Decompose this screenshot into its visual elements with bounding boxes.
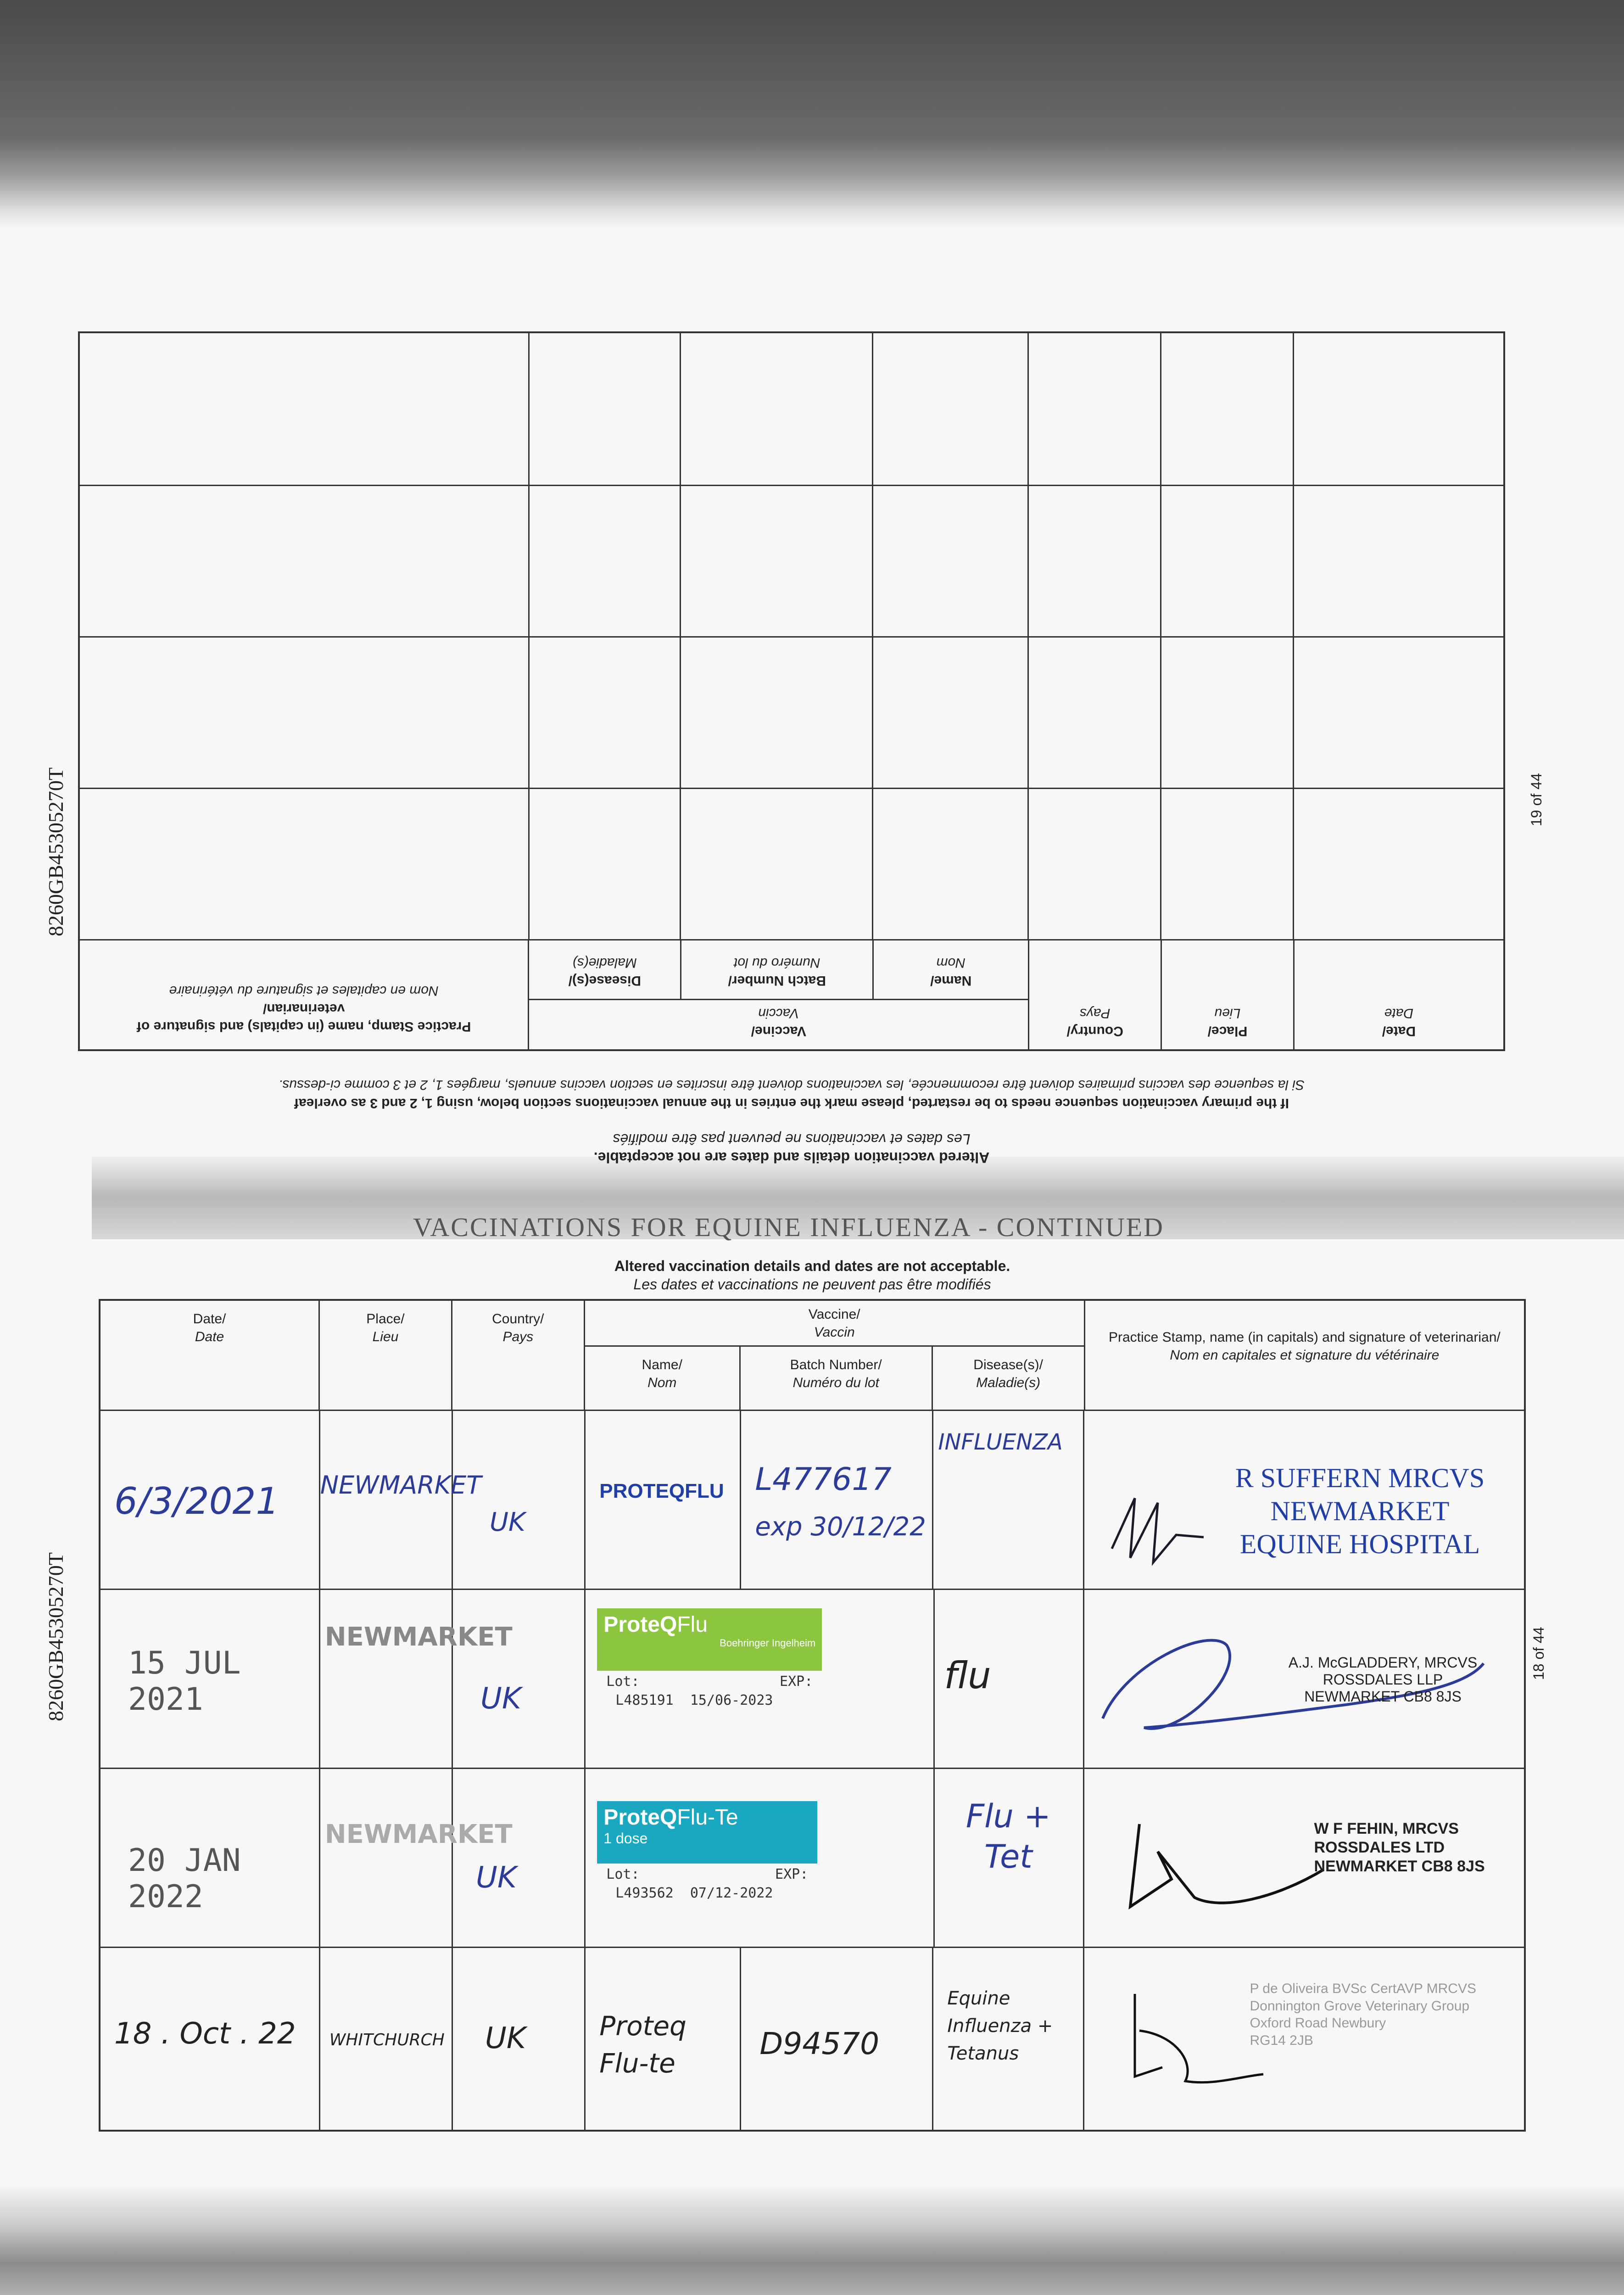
header-place: Place/ Lieu [1161, 940, 1293, 1049]
entry-disease: Equine Influenza + Tetanus [933, 1948, 1084, 2130]
entry-batch: D94570 [741, 1948, 933, 2130]
upper-vaccination-table [78, 331, 1505, 1051]
table-row [100, 1948, 1524, 2130]
table-row [80, 636, 1503, 788]
header-place: Place/ Lieu [320, 1301, 452, 1410]
entry-country: UK [453, 1948, 586, 2130]
entry-country: UK [453, 1769, 586, 1947]
header-batch: Batch Number/ Numéro du lot [680, 939, 872, 999]
header-name: Name/ Nom [585, 1347, 741, 1411]
entry-vaccine-sticker [586, 1769, 933, 1947]
entry-vaccine-name: Proteq Flu-te [586, 1948, 741, 2130]
entry-vaccine-sticker [586, 1590, 933, 1768]
vet-signature-icon [1103, 1480, 1208, 1572]
entry-country: UK [453, 1411, 586, 1589]
page-18 [92, 1212, 1533, 2157]
header-stamp: Practice Stamp, name (in capitals) and signature of veterinarian/ Nom en capitales et signature du vétérinaire [1108, 1330, 1501, 1363]
table-header [80, 939, 1503, 1049]
table-row [100, 1590, 1524, 1769]
entry-place: NEWMARKET [320, 1769, 453, 1947]
entry-vet-stamp [1084, 1769, 1524, 1947]
header-stamp: Practice Stamp, name (in capitals) and signature of veterinarian/ Nom en capitales et signature du vétérinaire [136, 983, 471, 1034]
entry-date: 6/3/2021 [100, 1411, 320, 1589]
vet-signature-icon [1121, 1976, 1268, 2104]
proteq-flu-te-sticker: ProteQFlu-Te 1 dose Lot: EXP: L493562 07/12-2022 [597, 1801, 817, 1904]
entry-disease: Flu + Tet [933, 1769, 1084, 1947]
notice-bold: Altered vaccination details and dates are not acceptable. [614, 1258, 1010, 1274]
scanner-shadow-bottom [0, 2185, 1624, 2295]
restart-notice-fr: Si la sequence des vaccins primaires doivent être recommencée, les vaccinations doivent être inscrites en section vaccins annuels, margées 1, 2 et 3 comme ci-dessus. [278, 1077, 1305, 1092]
entry-vet-stamp [1084, 1590, 1524, 1768]
entry-date: 18 . Oct . 22 [100, 1948, 320, 2130]
header-disease: Disease(s)/ Maladie(s) [568, 955, 642, 988]
header-name: Name/ Nom [872, 939, 1028, 999]
scanner-shadow-top [0, 0, 1624, 230]
notice-fr: Les dates et vaccinations ne peuvent pas être modifiés [613, 1131, 971, 1148]
header-country: Country/ Pays [1028, 940, 1161, 1049]
entry-date: 20 JAN 2022 [100, 1769, 320, 1947]
vet-stamp: W F FEHIN, MRCVS ROSSDALES LTD NEWMARKET CB8 8JS [1314, 1820, 1485, 1875]
entry-vaccine-name: PROTEQFLU [586, 1411, 741, 1589]
passport-id-upper: 8260GB45305270T [44, 767, 67, 936]
vet-stamp: A.J. McGLADDERY, MRCVS ROSSDALES LLP NEWMARKET CB8 8JS [1288, 1654, 1478, 1705]
table-header [100, 1301, 1524, 1411]
header-date: Date/ Date [1293, 940, 1503, 1049]
entry-vet-stamp [1084, 1411, 1524, 1589]
vet-signature-icon [1112, 1806, 1332, 1925]
proteq-flu-sticker: ProteQFlu Boehringer Ingelheim Lot: EXP: L485191 15/06-2023 [597, 1608, 822, 1711]
vaccination-table [99, 1299, 1526, 2132]
passport-id-lower: 8260GB45305270T [44, 1552, 67, 1721]
header-country: Country/ Pays [452, 1301, 585, 1410]
table-row [80, 333, 1503, 485]
page-number-18: 18 of 44 [1530, 1627, 1547, 1680]
entry-place: WHITCHURCH [320, 1948, 453, 2130]
header-vaccine: Vaccine/ Vaccin Name/ Nom Batch Number/ Numéro du lot Disease(s)/ Maladie(s) [585, 1301, 1085, 1410]
table-row [80, 485, 1503, 636]
notice-bold: Altered vaccination details and dates are not acceptable. [593, 1149, 990, 1166]
entry-batch: L477617 exp 30/12/22 [741, 1411, 933, 1589]
table-row [100, 1769, 1524, 1948]
entry-vet-stamp [1084, 1948, 1524, 2130]
entry-place: NEWMARKET [320, 1590, 453, 1768]
table-row [100, 1411, 1524, 1590]
entry-country: UK [453, 1590, 586, 1768]
header-disease: Disease(s)/ Maladie(s) [973, 1357, 1043, 1390]
entry-place: NEWMARKET [320, 1411, 453, 1589]
vet-stamp: R SUFFERN MRCVS NEWMARKET EQUINE HOSPITAL [1235, 1463, 1485, 1559]
entry-disease: INFLUENZA [933, 1411, 1084, 1589]
running-head: VACCINATIONS FOR EQUINE INFLUENZA - CONTINUED [413, 1212, 1165, 1242]
page-19 [78, 294, 1505, 1166]
entry-disease: flu [933, 1590, 1084, 1768]
table-row [80, 788, 1503, 939]
header-vaccine: Vaccine/ Vaccin Name/ Nom Batch Number/ Numéro du lot Disease(s)/ Maladie(s) [528, 940, 1028, 1049]
header-batch: Batch Number/ Numéro du lot [741, 1347, 933, 1411]
restart-notice: If the primary vaccination sequence needs to be restarted, please mark the entries in the annual vaccinations section below, using 1, 2 and 3 as overleaf [294, 1096, 1289, 1111]
page-number-19: 19 of 44 [1528, 773, 1545, 826]
vet-stamp: P de Oliveira BVSc CertAVP MRCVS Donnington Grove Veterinary Group Oxford Road Newbury RG14 2JB [1250, 1981, 1476, 2048]
entry-date: 15 JUL 2021 [100, 1590, 320, 1768]
header-date: Date/ Date [100, 1301, 320, 1410]
notice-fr: Les dates et vaccinations ne peuvent pas être modifiés [633, 1276, 991, 1293]
